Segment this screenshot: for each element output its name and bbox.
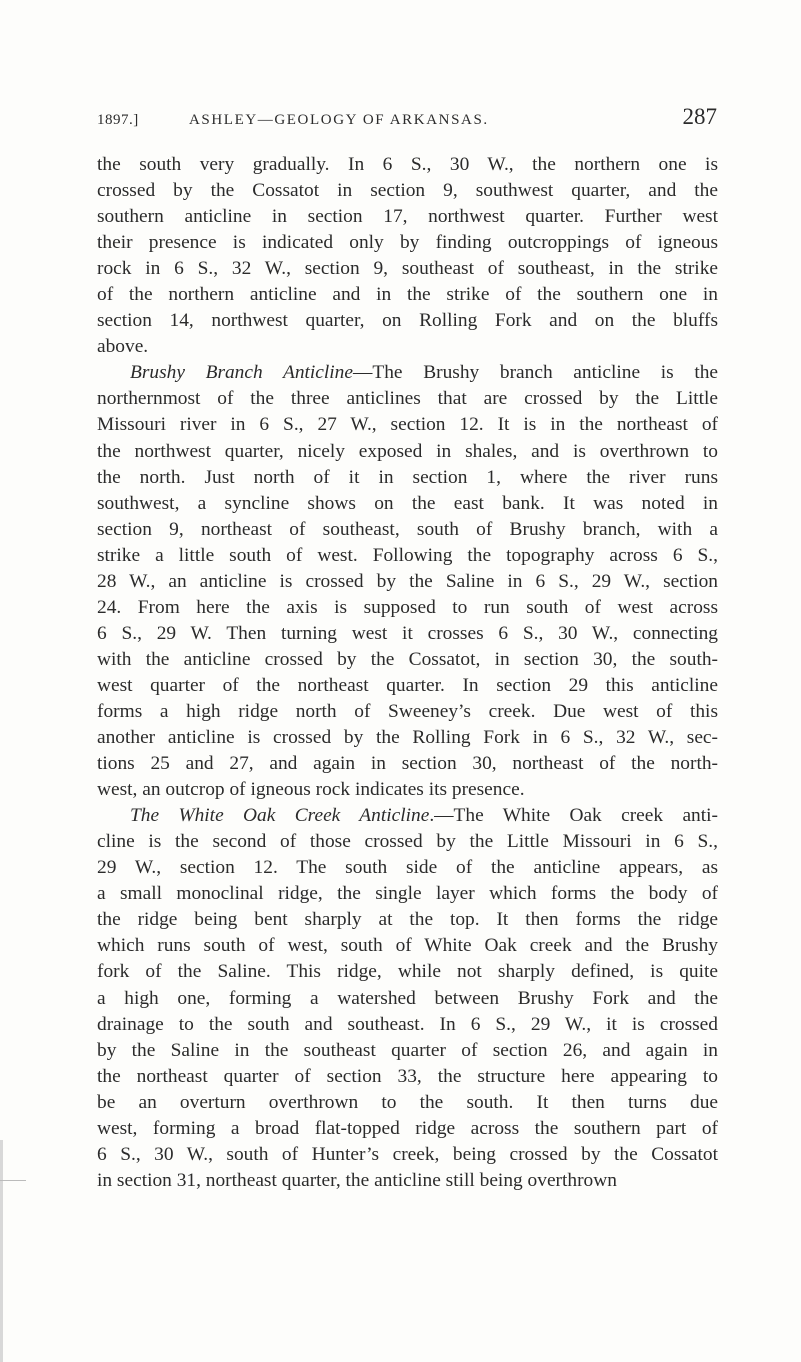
text-line: west, an outcrop of igneous rock indicates its presence.	[97, 779, 525, 801]
text-line: southwest, a syncline shows on the east bank. It was noted in	[97, 492, 718, 514]
text-line: cline is the second of those crossed by the Little Missouri in 6 S.,	[97, 831, 718, 853]
text-line: section 14, northwest quarter, on Rolling Fork and on the bluffs	[97, 310, 718, 332]
text-line: west, forming a broad flat-topped ridge across the southern part of	[97, 1117, 718, 1139]
text-line: the south very gradually. In 6 S., 30 W., the northern one is	[97, 154, 718, 175]
text-line: the north. Just north of it in section 1, where the river runs	[97, 466, 718, 488]
text-line: crossed by the Cossatot in section 9, southwest quarter, and the	[97, 180, 718, 202]
text-line: fork of the Saline. This ridge, while not sharply defined, is quite	[97, 961, 718, 983]
page-edge-shadow	[0, 1140, 3, 1362]
header-running-title: ASHLEY—GEOLOGY OF ARKANSAS.	[189, 112, 489, 128]
body-text	[97, 152, 718, 1194]
section-heading: The White Oak Creek Anticline	[130, 805, 430, 827]
text-line: tions 25 and 27, and again in section 30, northeast of the north-	[97, 753, 718, 775]
text-line: 6 S., 30 W., south of Hunter’s creek, being crossed by the Cossatot	[97, 1143, 718, 1165]
page-edge-mark	[0, 1180, 26, 1181]
text-line: which runs south of west, south of White Oak creek and the Brushy	[97, 935, 718, 957]
text-line: section 9, northeast of southeast, south of Brushy branch, with a	[97, 518, 718, 540]
text-line: above.	[97, 336, 149, 358]
page-number: 287	[682, 104, 717, 129]
text-line: a high one, forming a watershed between Brushy Fork and the	[97, 987, 718, 1009]
section-heading: Brushy Branch Anticline	[130, 362, 353, 384]
line-text: .—The White Oak creek anti-	[429, 805, 718, 827]
paragraph	[97, 152, 718, 360]
text-line: in section 31, northeast quarter, the anticline still being overthrown	[97, 1169, 617, 1191]
text-line: drainage to the south and southeast. In 6 S., 29 W., it is crossed	[97, 1013, 718, 1035]
text-line	[97, 360, 718, 386]
text-line: 29 W., section 12. The south side of the anticline appears, as	[97, 857, 718, 879]
running-header	[97, 104, 717, 144]
header-year: 1897.]	[97, 112, 139, 128]
text-line: be an overturn overthrown to the south. It then turns due	[97, 1091, 718, 1113]
text-line: strike a little south of west. Following the topography across 6 S.,	[97, 544, 718, 566]
paragraph	[97, 803, 718, 1194]
text-line: west quarter of the northeast quarter. In section 29 this anticline	[97, 674, 718, 696]
text-line: another anticline is crossed by the Rolling Fork in 6 S., 32 W., sec-	[97, 727, 718, 749]
text-line: their presence is indicated only by finding outcroppings of igneous	[97, 232, 718, 254]
text-line: the northwest quarter, nicely exposed in shales, and is overthrown to	[97, 440, 718, 462]
text-line: 24. From here the axis is supposed to run south of west across	[97, 596, 718, 618]
text-line: a small monoclinal ridge, the single layer which forms the body of	[97, 883, 718, 905]
text-line: 6 S., 29 W. Then turning west it crosses 6 S., 30 W., connecting	[97, 622, 718, 644]
text-line: southern anticline in section 17, northwest quarter. Further west	[97, 206, 718, 228]
text-line	[97, 803, 718, 829]
text-line: by the Saline in the southeast quarter of section 26, and again in	[97, 1039, 718, 1061]
paragraph	[97, 360, 718, 803]
text-line: of the northern anticline and in the strike of the southern one in	[97, 284, 718, 306]
text-line: Missouri river in 6 S., 27 W., section 12. It is in the northeast of	[97, 414, 718, 436]
text-line: forms a high ridge north of Sweeney’s creek. Due west of this	[97, 700, 718, 722]
text-line: northernmost of the three anticlines that are crossed by the Little	[97, 388, 718, 410]
line-text: —The Brushy branch anticline is the	[353, 362, 719, 384]
text-line: with the anticline crossed by the Cossatot, in section 30, the south-	[97, 648, 718, 670]
text-line: the northeast quarter of section 33, the structure here appearing to	[97, 1065, 718, 1087]
text-line: rock in 6 S., 32 W., section 9, southeast of southeast, in the strike	[97, 258, 718, 280]
text-line: 28 W., an anticline is crossed by the Saline in 6 S., 29 W., section	[97, 570, 718, 592]
text-line: the ridge being bent sharply at the top. It then forms the ridge	[97, 909, 718, 931]
